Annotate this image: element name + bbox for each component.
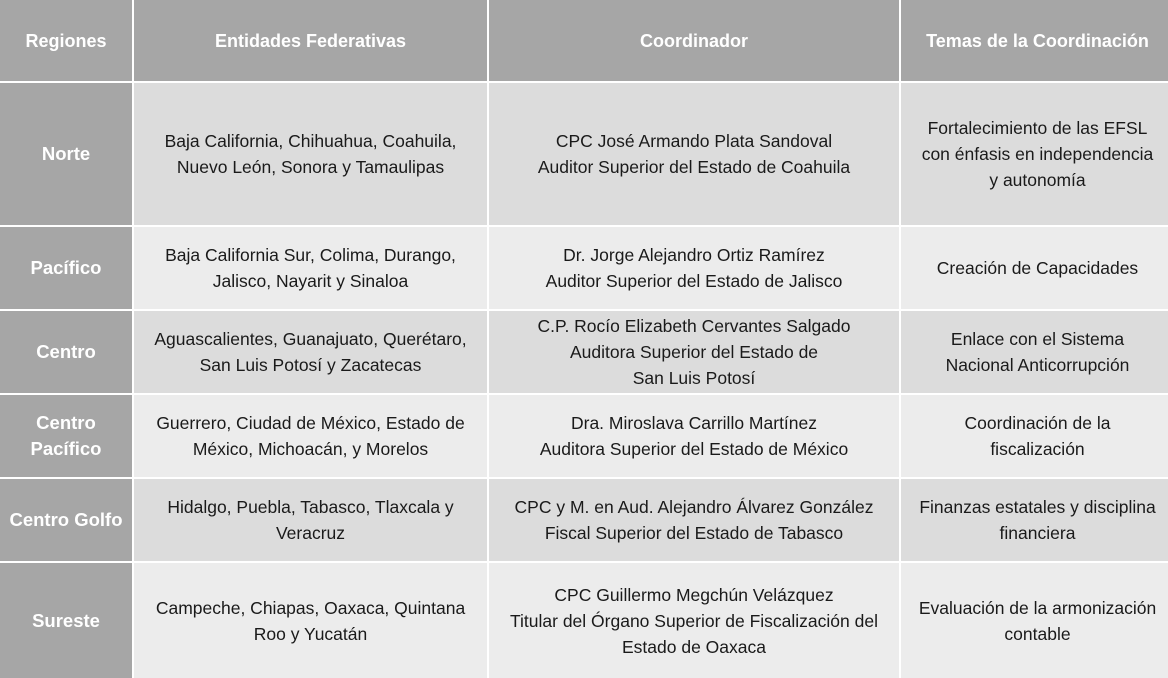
coordinador-cell: Dra. Miroslava Carrillo Martínez Auditora Superior del Estado de México [489,395,899,477]
header-regiones: Regiones [0,0,132,81]
region-cell: Centro Pacífico [0,395,132,477]
region-cell: Pacífico [0,227,132,309]
region-cell: Sureste [0,563,132,678]
tema-cell: Evaluación de la armonización contable [901,563,1168,678]
header-coordinador: Coordinador [489,0,899,81]
coordinador-cell: CPC José Armando Plata Sandoval Auditor Superior del Estado de Coahuila [489,83,899,225]
tema-cell: Creación de Capacidades [901,227,1168,309]
entidades-cell: Campeche, Chiapas, Oaxaca, Quintana Roo y Yucatán [134,563,487,678]
coordinador-cell: CPC y M. en Aud. Alejandro Álvarez González Fiscal Superior del Estado de Tabasco [489,479,899,561]
coordinador-cell: Dr. Jorge Alejandro Ortiz Ramírez Auditor Superior del Estado de Jalisco [489,227,899,309]
entidades-cell: Baja California Sur, Colima, Durango, Jalisco, Nayarit y Sinaloa [134,227,487,309]
region-cell: Norte [0,83,132,225]
region-cell: Centro [0,311,132,393]
header-entidades: Entidades Federativas [134,0,487,81]
coordinador-cell: CPC Guillermo Megchún Velázquez Titular del Órgano Superior de Fiscalización del Estado de Oaxaca [489,563,899,678]
tema-cell: Fortalecimiento de las EFSL con énfasis en independencia y autonomía [901,83,1168,225]
region-cell: Centro Golfo [0,479,132,561]
entidades-cell: Guerrero, Ciudad de México, Estado de México, Michoacán, y Morelos [134,395,487,477]
entidades-cell: Aguascalientes, Guanajuato, Querétaro, San Luis Potosí y Zacatecas [134,311,487,393]
header-temas: Temas de la Coordinación [901,0,1168,81]
entidades-cell: Baja California, Chihuahua, Coahuila, Nuevo León, Sonora y Tamaulipas [134,83,487,225]
entidades-cell: Hidalgo, Puebla, Tabasco, Tlaxcala y Veracruz [134,479,487,561]
tema-cell: Finanzas estatales y disciplina financiera [901,479,1168,561]
tema-cell: Coordinación de la fiscalización [901,395,1168,477]
coordinador-cell: C.P. Rocío Elizabeth Cervantes Salgado Auditora Superior del Estado de San Luis Potosí [489,311,899,393]
tema-cell: Enlace con el Sistema Nacional Anticorrupción [901,311,1168,393]
